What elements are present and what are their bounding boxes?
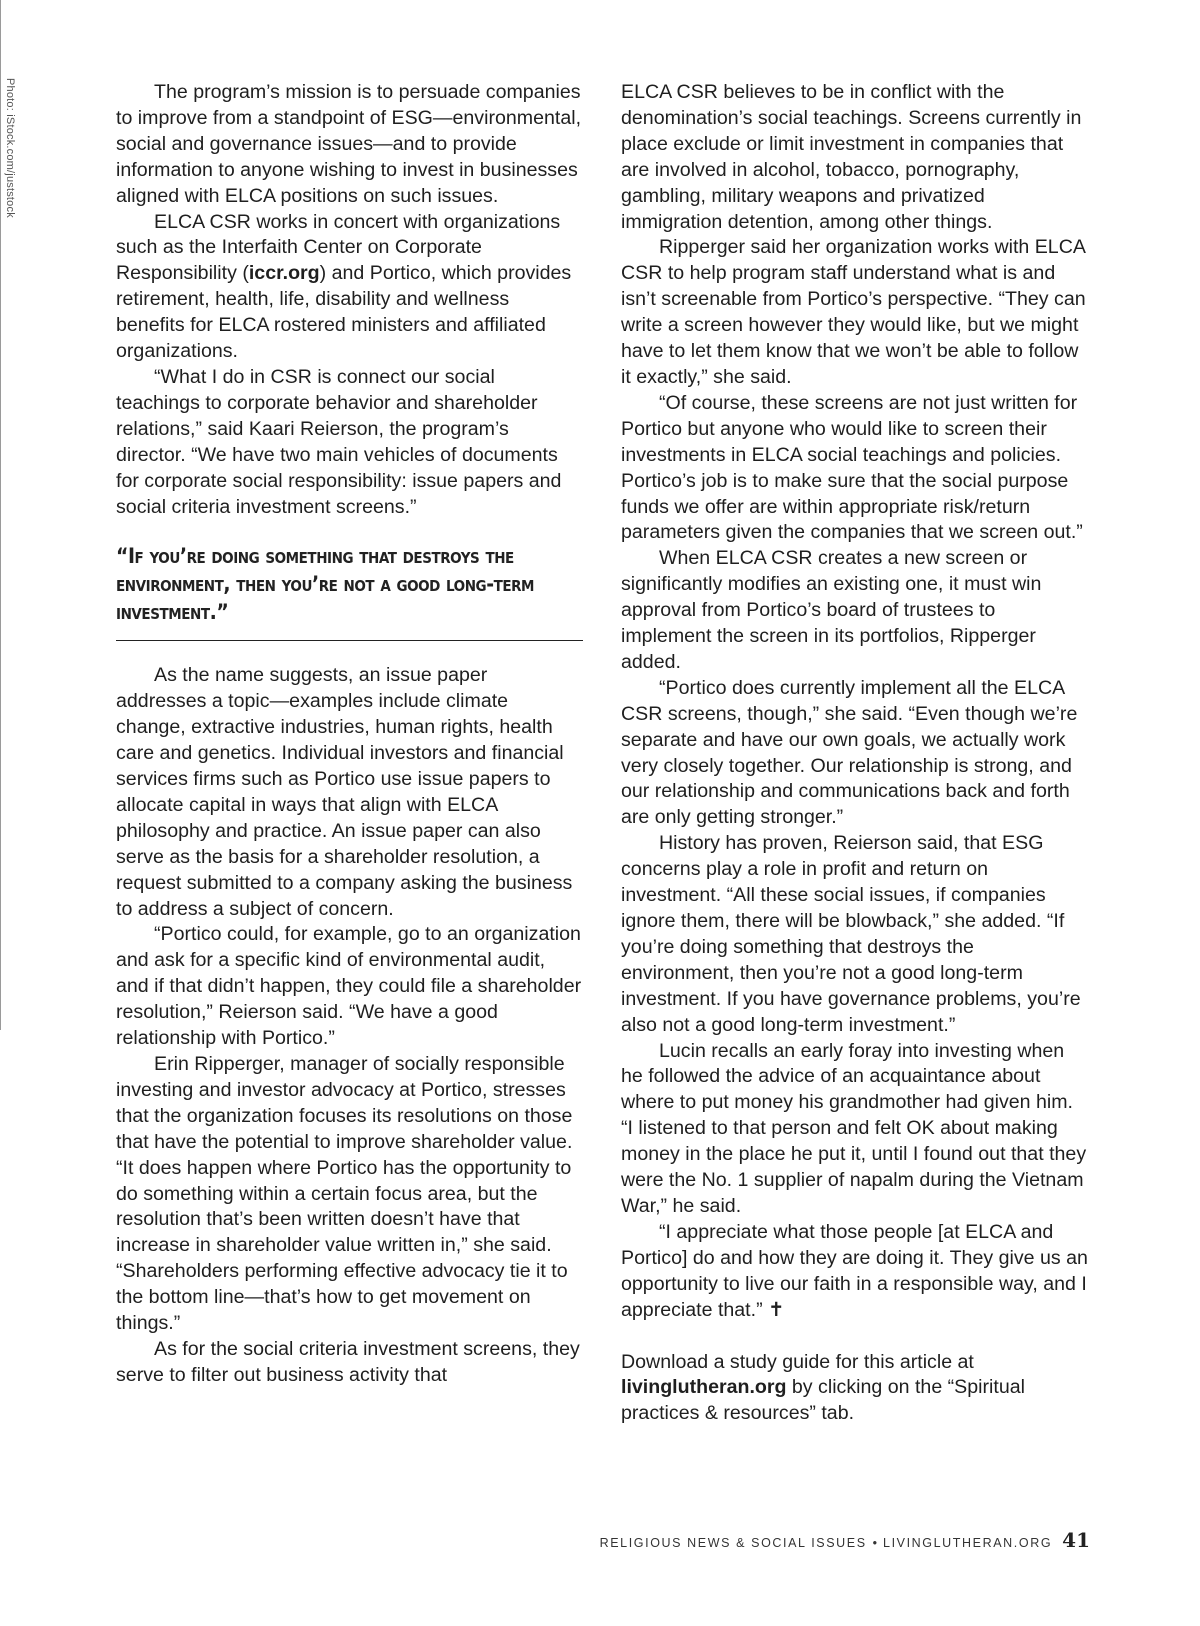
- right-paragraph-1: ELCA CSR believes to be in conflict with the denomination’s social teachings. Screens currently in place exclude or limit investment in companies that are involved in alcohol, tobacco, pornography, gambling, military weapons and privatized immigration detention, among other things.: [621, 81, 1082, 233]
- left-paragraph-5: “Portico could, for example, go to an organization and ask for a specific kind of environmental audit, and if that didn’t happen, they could file a shareholder resolution,” Reierson said. “We have a good relationship with Portico.”: [116, 923, 582, 1050]
- cross-icon: ✝: [768, 1298, 785, 1321]
- left-paragraph-2: [116, 210, 583, 365]
- page-number: 41: [1062, 1528, 1090, 1552]
- left-paragraph-1: The program’s mission is to persuade companies to improve from a standpoint of ESG—environmental, social and governance issues—and to provide information to anyone wishing to invest in businesses aligned with ELCA positions on such issues.: [116, 81, 582, 207]
- right-paragraph-6: History has proven, Reierson said, that ESG concerns play a role in profit and return on investment. “All these social issues, if companies ignore them, there will be blowback,” she added. “If you’re doing something that destroys the environment, then you’re not a good long-term investment. If you have governance problems, you’re also not a good long-term investment.”: [621, 832, 1081, 1036]
- left-paragraph-4: As the name suggests, an issue paper addresses a topic—examples include climate change, extractive industries, human rights, health care and genetics. Individual investors and financial services firms such as Portico use issue papers to allocate capital in ways that align with ELCA philosophy and practice. An issue paper can also serve as the basis for a shareholder resolution, a request submitted to a company asking the business to address a subject of concern.: [116, 664, 573, 920]
- photo-credit: Photo: iStock.com/juststock: [4, 78, 16, 218]
- right-paragraph-8: [621, 1220, 1089, 1324]
- iccr-link[interactable]: iccr.org: [248, 262, 320, 285]
- footer-site-link[interactable]: LIVINGLUTHERAN.ORG: [883, 1536, 1053, 1550]
- right-column: [621, 80, 1089, 1427]
- right-paragraph-2: Ripperger said her organization works with ELCA CSR to help program staff understand what is and isn’t screenable from Portico’s perspective. “They can write a screen however they would like, but we might have to let them know that we won’t be able to follow it exactly,” she said.: [621, 236, 1086, 388]
- footer-section-label: RELIGIOUS NEWS & SOCIAL ISSUES: [599, 1536, 867, 1550]
- livinglutheran-link[interactable]: livinglutheran.org: [621, 1376, 787, 1399]
- page-edge-rule: [0, 0, 1, 1030]
- right-paragraph-3: “Of course, these screens are not just written for Portico but anyone who would like to screen their investments in ELCA social teachings and policies. Portico’s job is to make sure that the social purpose funds we offer are within appropriate risk/return parameters given the companies that we screen out.”: [621, 391, 1083, 544]
- paragraph-text: Download a study guide for this article at: [621, 1350, 974, 1373]
- page-footer: [600, 1528, 1090, 1552]
- right-paragraph-4: When ELCA CSR creates a new screen or significantly modifies an existing one, it must win approval from Portico’s board of trustees to implement the screen in its portfolios, Ripperger added.: [621, 547, 1042, 673]
- paragraph-text: by clicking on the “Spiritual practices & resources” tab.: [621, 1376, 1025, 1425]
- left-paragraph-3: “What I do in CSR is connect our social teachings to corporate behavior and shareholder relations,” said Kaari Reierson, the program’s director. “We have two main vehicles of documents for corporate social responsibility: issue papers and social criteria investment screens.”: [116, 365, 562, 518]
- pull-quote-text: “If you’re doing something that destroys the environment, then you’re not a good long-term investment.”: [116, 544, 535, 625]
- right-paragraph-7: Lucin recalls an early foray into investing when he followed the advice of an acquaintance about where to put money his grandmother had given him. “I listened to that person and felt OK about making money in the place he put it, until I found out that they were the No. 1 supplier of napalm during the Vietnam War,” he said.: [621, 1039, 1087, 1217]
- study-guide-note: [621, 1350, 1089, 1428]
- right-paragraph-5: “Portico does currently implement all the ELCA CSR screens, though,” she said. “Even though we’re separate and have our own goals, we actually work very closely together. Our relationship is strong, and our relationship and communications back and forth are only getting stronger.”: [621, 676, 1078, 829]
- pull-quote: [116, 542, 583, 641]
- left-column: [116, 80, 583, 1389]
- paragraph-text: ) and Portico, which provides retirement, health, life, disability and wellness benefits for ELCA rostered ministers and affiliated organizations.: [116, 262, 572, 363]
- footer-separator: •: [872, 1536, 878, 1550]
- left-paragraph-6: Erin Ripperger, manager of socially responsible investing and investor advocacy at Portico, stresses that the organization focuses its resolutions on those that have the potential to improve shareholder value. “It does happen where Portico has the opportunity to do something within a certain focus area, but the resolution that’s been written doesn’t have that increase in shareholder value written in,” she said. “Shareholders performing effective advocacy tie it to the bottom line—that’s how to get movement on things.”: [116, 1053, 573, 1335]
- paragraph-text: “I appreciate what those people [at ELCA and Portico] do and how they are doing it. They give us an opportunity to live our faith in a responsible way, and I appreciate that.”: [621, 1220, 1088, 1321]
- paragraph-text: ELCA CSR works in concert with organizations such as the Interfaith Center on Corporate Responsibility (: [116, 210, 561, 285]
- left-paragraph-7: As for the social criteria investment screens, they serve to filter out business activity that: [116, 1337, 580, 1386]
